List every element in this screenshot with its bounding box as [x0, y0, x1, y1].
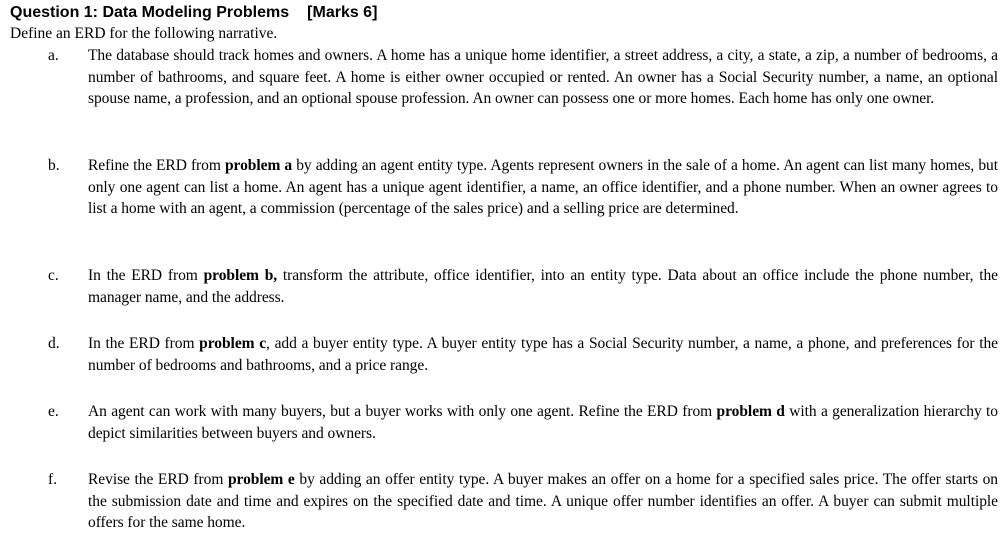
item-text-bold: problem e	[227, 471, 295, 488]
item-text	[88, 265, 998, 308]
item-text-bold: problem b,	[203, 267, 278, 284]
item-letter: b.	[48, 157, 60, 174]
item-text	[88, 333, 998, 376]
question-title: Question 1: Data Modeling Problems	[10, 4, 290, 21]
item-text-pre: In the ERD from	[88, 267, 204, 284]
item-text	[88, 155, 998, 220]
item-letter: d.	[48, 335, 60, 352]
item-text-pre: Refine the ERD from	[88, 157, 225, 174]
item-text-bold: problem d	[716, 403, 785, 420]
item-letter: e.	[48, 403, 59, 420]
item-text-post: with a generalization hierarchy to depict similarities between buyers and owners.	[88, 403, 999, 442]
item-text-pre: Revise the ERD from	[88, 471, 228, 488]
item-text-pre: An agent can work with many buyers, but a buyer works with only one agent. Refine the ERD from	[88, 403, 717, 420]
item-letter: c.	[48, 267, 59, 284]
item-text-post: by adding an agent entity type. Agents represent owners in the sale of a home. An agent can list many homes, but only one agent can list a home. An agent has a unique agent identifier, a name, an office identifier, and a phone number. When an owner agrees to list a home with an agent, a commission (percentage of the sales price) and a selling price are determined.	[88, 157, 998, 218]
item-letter: f.	[48, 471, 58, 488]
question-heading	[10, 3, 377, 23]
item-text	[88, 469, 998, 534]
item-text-post: , add a buyer entity type. A buyer entity type has a Social Security number, a name, a phone, and preferences for the number of bedrooms and bathrooms, and a price range.	[88, 335, 998, 374]
item-text-bold: problem a	[224, 157, 293, 174]
item-text: The database should track homes and owners. A home has a unique home identifier, a street address, a city, a state, a zip, a number of bedrooms, a number of bathrooms, and square feet. A home is either owner occupied or rented. An owner has a Social Security number, a name, an optional spouse name, a profession, and an optional spouse profession. An owner can possess one or more homes. Each home has only one owner.	[88, 47, 998, 108]
item-text-pre: In the ERD from	[88, 335, 200, 352]
question-intro: Define an ERD for the following narrative.	[10, 25, 278, 42]
item-text	[88, 401, 998, 444]
item-text-post: transform the attribute, office identifier, into an entity type. Data about an office include the phone number, the manager name, and the address.	[88, 267, 998, 306]
item-text-bold: problem c	[199, 335, 267, 352]
question-marks: [Marks 6]	[307, 4, 378, 21]
item-letter: a.	[48, 47, 59, 64]
item-text-post: by adding an offer entity type. A buyer makes an offer on a home for a specified sales price. The offer starts on the submission date and time and expires on the specified date and time. A unique offer number identifies an offer. A buyer can submit multiple offers for the same home.	[88, 471, 998, 532]
